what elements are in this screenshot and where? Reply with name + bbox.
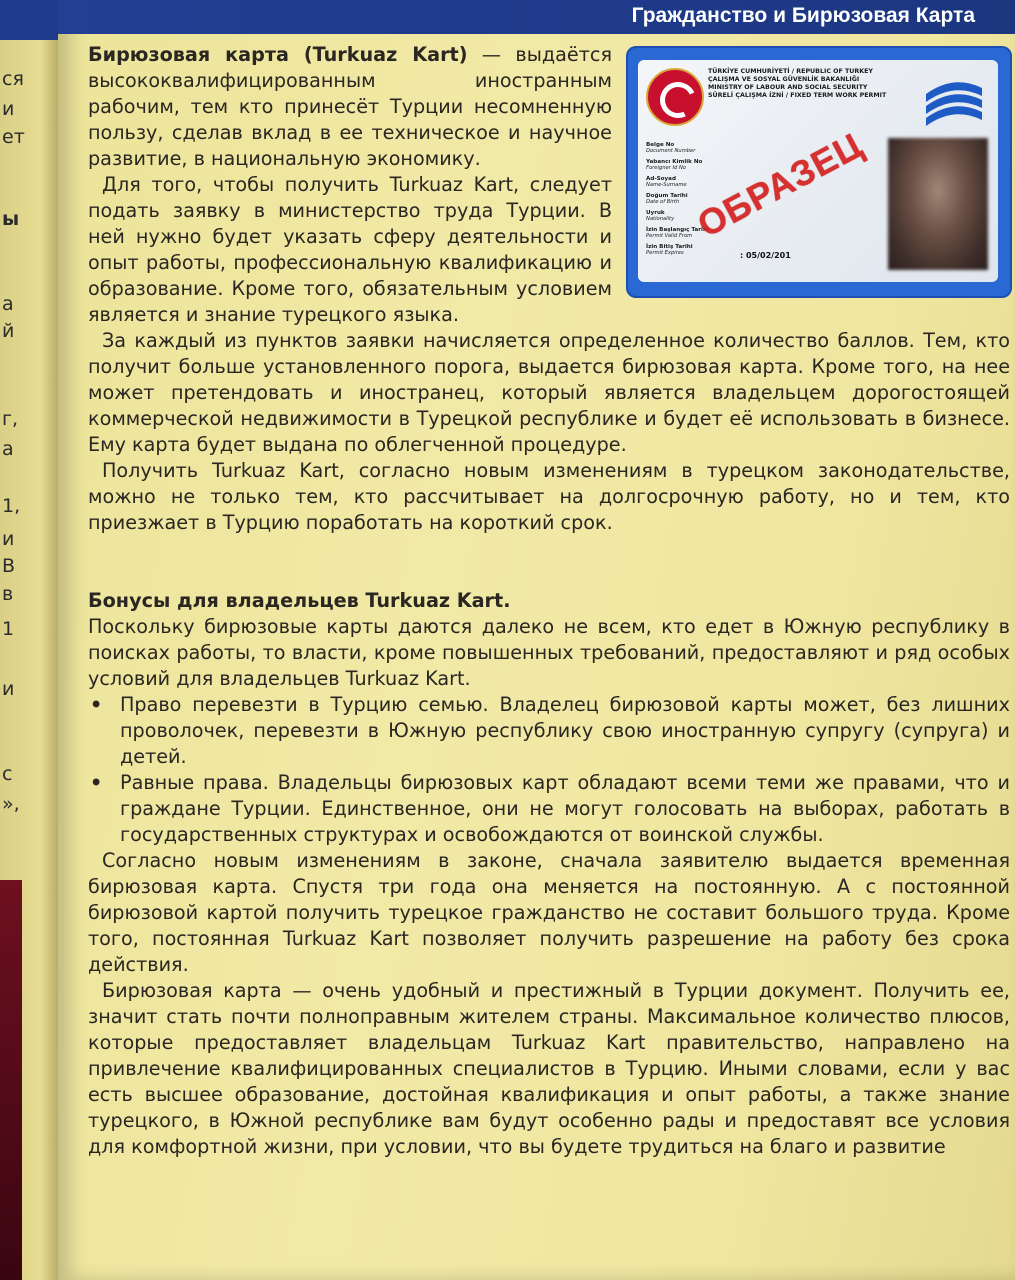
left-page-fragment: и	[2, 528, 15, 550]
left-page-edge	[0, 0, 58, 1280]
bullet-icon: •	[90, 693, 103, 716]
page-title: Гражданство и Бирюзовая Карта	[631, 4, 975, 27]
left-page-fragment: а	[2, 438, 14, 460]
ministry-logo-icon	[922, 74, 986, 128]
left-page-fragment: В	[2, 555, 16, 577]
card-field-label: İzin Başlangıç Tarihi	[646, 227, 709, 233]
intro-title: Бирюзовая карта (Turkuaz Kart)	[88, 43, 468, 66]
sample-card-image	[628, 48, 1010, 296]
card-field-label: Doğum Tarihi	[646, 193, 688, 199]
magazine-page	[58, 0, 1015, 1280]
card-field-label: Uyruk	[646, 210, 665, 216]
left-page-fragment: ся	[2, 68, 24, 90]
paragraph-short-term: Получить Turkuaz Kart, согласно новым изменениям в турецком законодательстве, можно не только тем, кто рассчитывает на долгосрочную работу, но и тем, кто приезжает в Турцию поработать на короткий срок.	[88, 459, 1010, 534]
left-page-fragment: и	[2, 98, 15, 120]
left-page-header-band	[0, 0, 58, 40]
card-header-line: SÜRELİ ÇALIŞMA İZNİ / FIXED TERM WORK PERMIT	[708, 92, 887, 99]
left-page-fragment: й	[2, 320, 15, 342]
card-photo	[888, 138, 988, 270]
card-date-value: : 05/02/201	[740, 251, 791, 260]
card-field-label: İzin Bitiş Tarihi	[646, 244, 693, 250]
turkish-seal-icon	[646, 68, 704, 126]
sample-stamp: ОБРАЗЕЦ	[690, 124, 870, 246]
left-page-fragment: ет	[2, 126, 25, 148]
card-field	[646, 159, 756, 176]
bullet-item-family	[88, 692, 1010, 770]
card-field-sublabel: Permit Expires	[646, 250, 684, 256]
card-face	[638, 60, 998, 282]
bonuses-heading: Бонусы для владельцев Turkuaz Kart.	[88, 589, 511, 612]
left-page-fragment: 1,	[2, 495, 21, 517]
card-field-sublabel: Permit Valid From	[646, 233, 693, 239]
paragraph-temporary-card: Согласно новым изменениям в законе, сначала заявителю выдается временная бирюзовая карта. Спустя три года она меняется на постоянную. А с постоянной бирюзовой картой получить турецкое гражданство не составит большого труда. Кроме того, постоянная Turkuaz Kart позволяет получить разрешение на работу без срока действия.	[88, 849, 1010, 976]
bullet-text: Равные права. Владельцы бирюзовых карт обладают всеми теми же правами, что и граждане Турции. Единственное, они не могут голосовать на выборах, работать в государственных структурах и освобождаются от воинской службы.	[120, 771, 1010, 846]
bullet-icon: •	[90, 771, 103, 794]
card-field-sublabel: Date of Birth	[646, 199, 680, 205]
intro-text: — выдаётся высококвалифицированным иностранным рабочим, тем кто принесёт Турции несомненную пользу, сделав вклад в ее техническое и научное развитие, в национальную экономику.	[88, 43, 612, 170]
card-header	[708, 68, 908, 100]
left-page-red-block	[0, 880, 22, 1280]
card-field-label: Ad-Soyad	[646, 176, 676, 182]
left-page-fragment: а	[2, 293, 14, 315]
bullet-text: Право перевезти в Турцию семью. Владелец бирюзовой карты может, без лишних проволочек, перевезти в Южную республику свою иностранную супругу (супруга) и детей.	[120, 693, 1010, 768]
left-page-fragment: в	[2, 583, 14, 605]
left-page-fragment: 1	[2, 618, 15, 640]
left-page-fragment: »,	[2, 793, 20, 815]
bonuses-intro: Поскольку бирюзовые карты даются далеко не всем, кто едет в Южную республику в поисках работы, то власти, кроме повышенных требований, предоставляют и ряд особых условий для владельцев Turkuaz Kart.	[88, 615, 1010, 690]
page-header-band	[58, 0, 1015, 34]
card-field-sublabel: Name-Surname	[646, 182, 687, 188]
card-field-sublabel: Nationality	[646, 216, 675, 222]
paragraph-conclusion: Бирюзовая карта — очень удобный и престижный в Турции документ. Получить ее, значит стать почти полноправным жителем страны. Максимальное количество плюсов, которые предоставляет владельцам Turkuaz Kart правительство, направлено на привлечение квалифицированных специалистов в Турцию. Иными словами, если у вас есть высшее образование, достойная квалификация и опыт работы, а также знание турецкого, в Южной республике вам будут особенно рады и предоставят все условия для комфортной жизни, при условии, что вы будете трудиться на благо и развитие	[88, 979, 1010, 1158]
left-page-fragment: г,	[2, 408, 19, 430]
card-header-line: ÇALIŞMA VE SOSYAL GÜVENLİK BAKANLIĞI	[708, 76, 860, 83]
card-field-sublabel: Foreigner Id No	[646, 165, 687, 171]
paragraph-points: За каждый из пунктов заявки начисляется определенное количество баллов. Тем, кто получит больше установленного порога, выдается бирюзовая карта. Кроме того, на нее может претендовать и иностранец, который является владельцем дорогостоящей коммерческой недвижимости в Турецкой республике и будет её использовать в бизнесе. Ему карта будет выдана по облегченной процедуре.	[88, 329, 1010, 456]
left-page-fragment: с	[2, 763, 13, 785]
card-field-label: Belge No	[646, 142, 675, 148]
article-body	[88, 42, 1010, 1160]
left-page-fragment: ы	[2, 208, 20, 230]
left-page-fragment: и	[2, 678, 15, 700]
card-header-line: MINISTRY OF LABOUR AND SOCIAL SECURITY	[708, 84, 868, 91]
paragraph-application: Для того, чтобы получить Turkuaz Kart, следует подать заявку в министерство труда Турции. В ней нужно будет указать сферу деятельности и опыт работы, профессиональную квалификацию и образование. Кроме того, обязательным условием является и знание турецкого языка.	[88, 173, 612, 326]
card-field-sublabel: Document Number	[646, 148, 696, 154]
card-field	[646, 142, 756, 159]
card-header-line: TÜRKİYE CUMHURİYETİ / REPUBLIC OF TURKEY	[708, 68, 873, 75]
card-field-label: Yabancı Kimlik No	[646, 159, 703, 165]
bullet-item-rights	[88, 770, 1010, 848]
